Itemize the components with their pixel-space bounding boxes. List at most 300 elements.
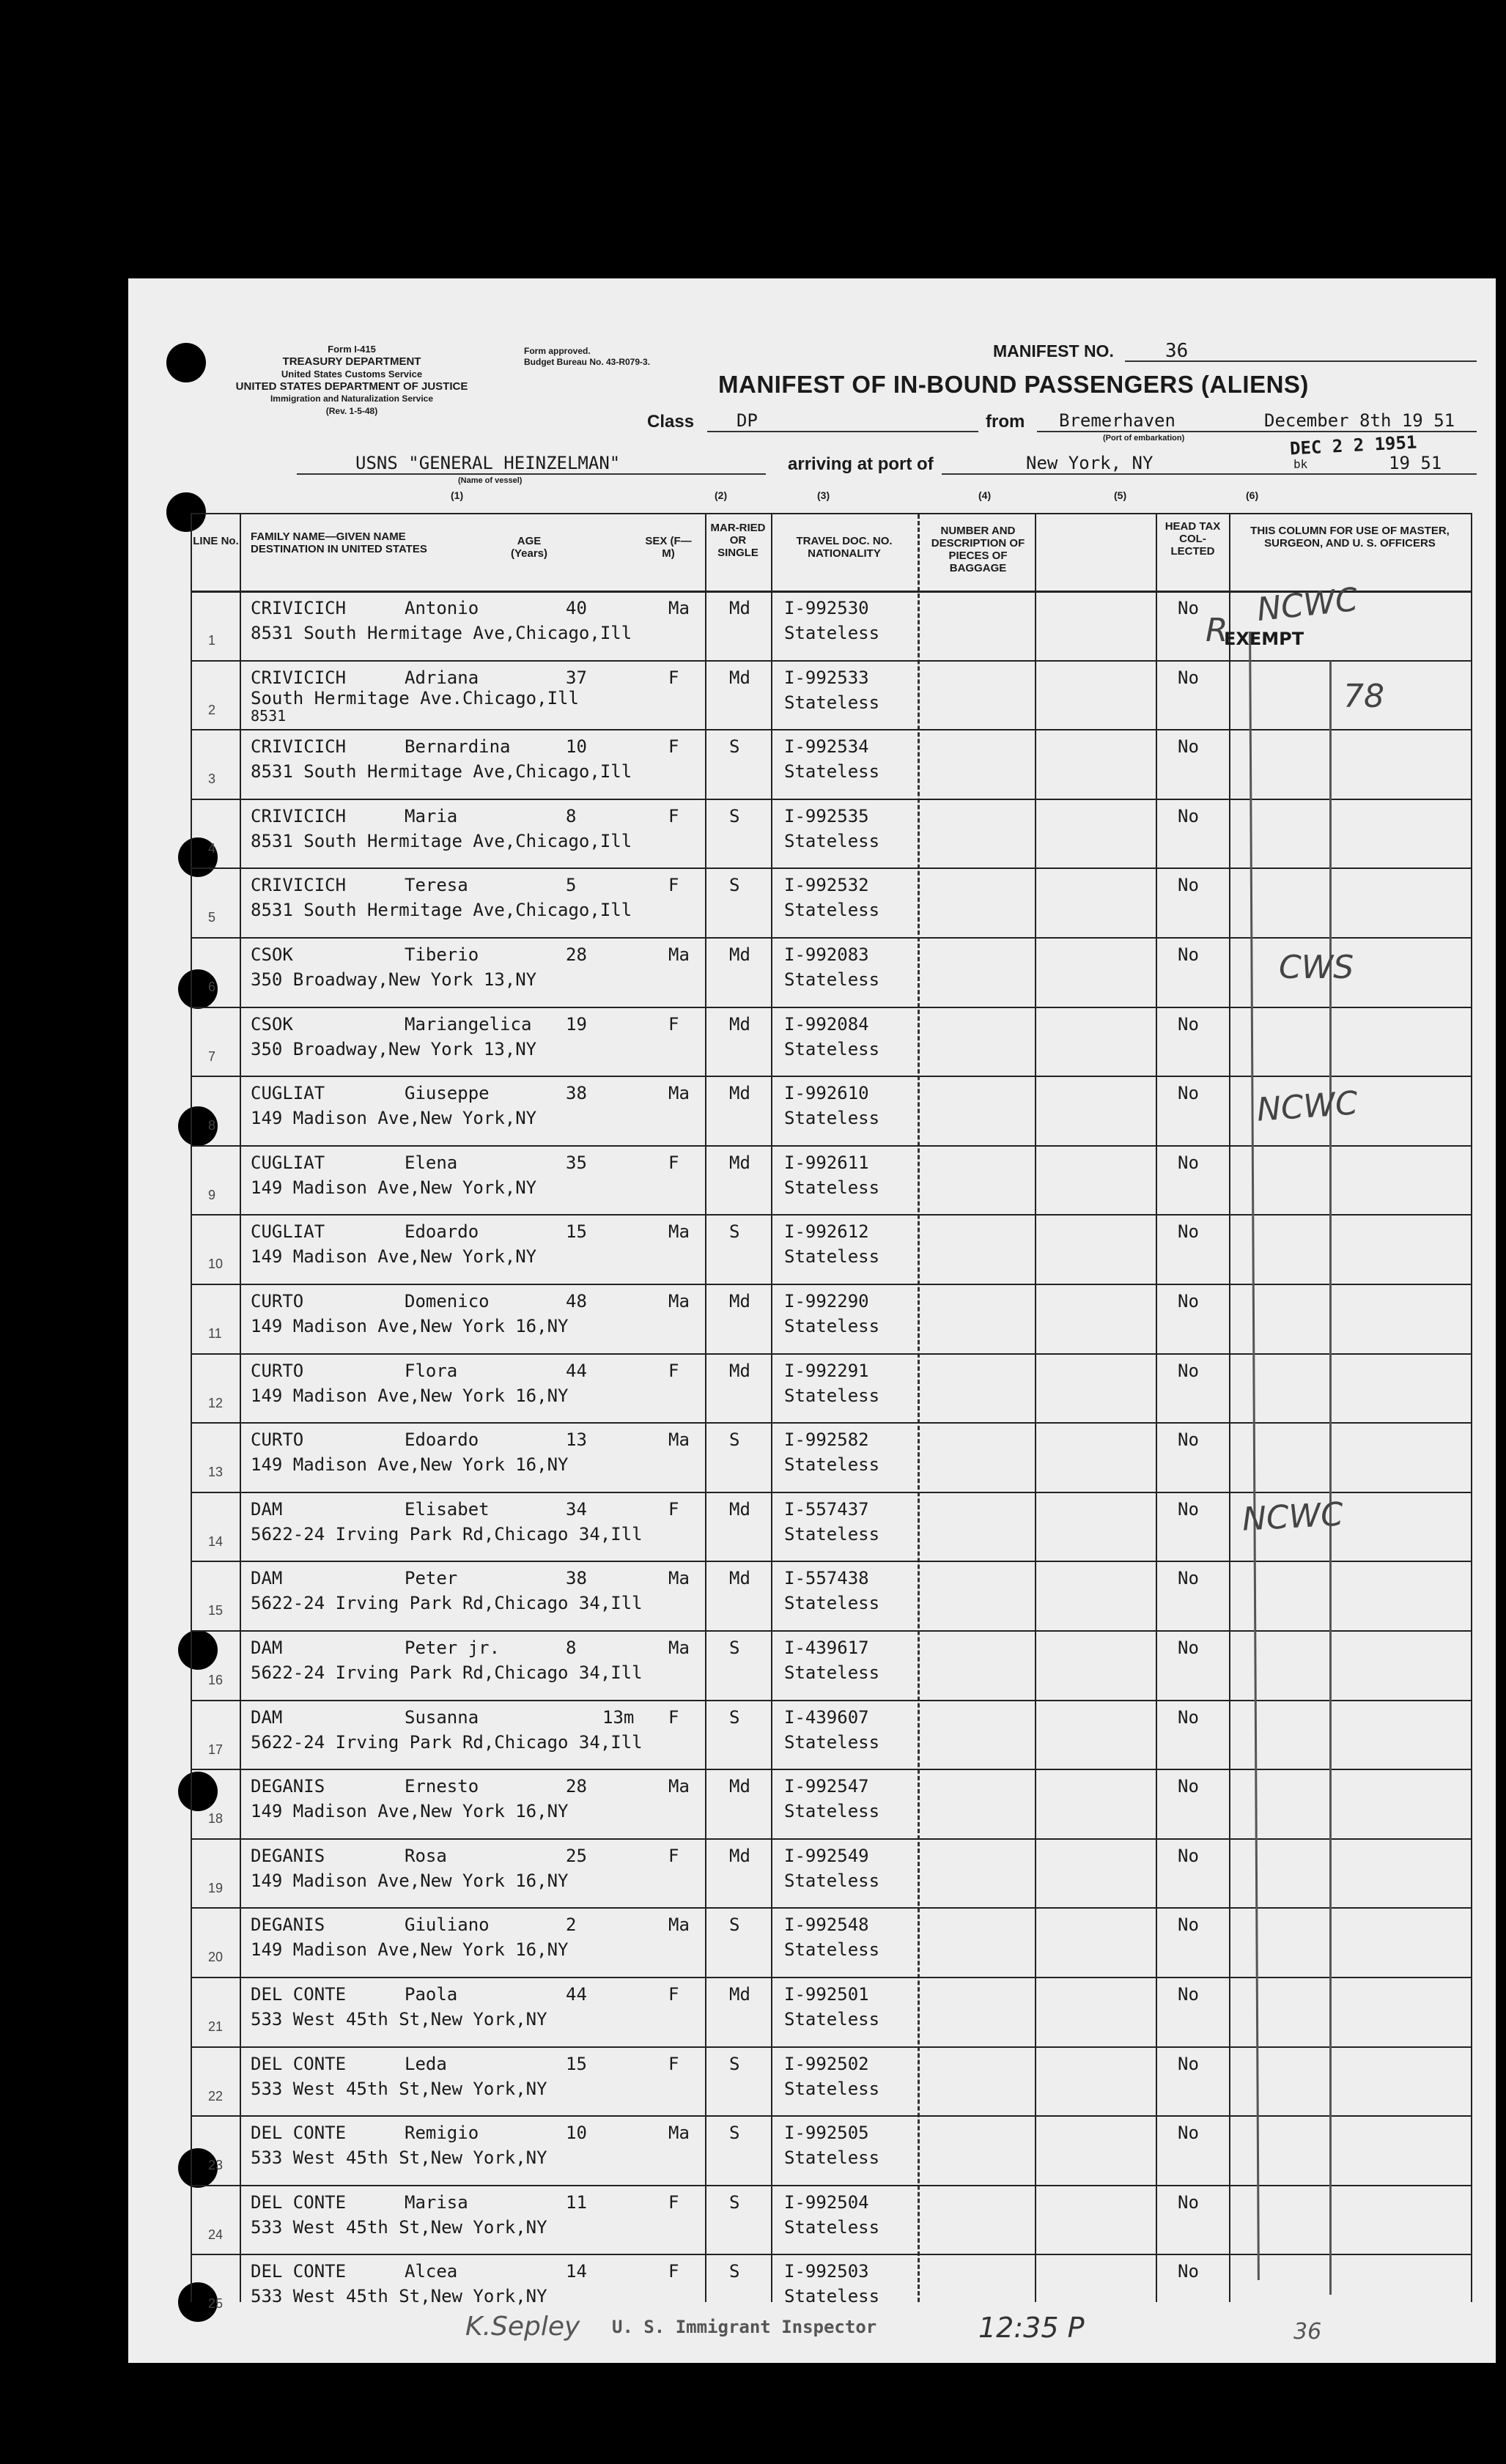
- sex: F: [668, 667, 679, 688]
- arrival-year: 19 51: [1389, 453, 1442, 473]
- table-row: [192, 1977, 1471, 2046]
- given-name: Edoardo: [405, 1429, 479, 1451]
- family-name: CSOK: [251, 1013, 293, 1035]
- nationality: Stateless: [784, 1731, 880, 1753]
- manifest-no-label: MANIFEST NO.: [993, 341, 1114, 360]
- given-name: Teresa: [405, 875, 468, 896]
- vessel-caption: (Name of vessel): [458, 476, 523, 485]
- sex: F: [668, 2261, 679, 2282]
- travel-doc-no: I-992532: [784, 875, 869, 896]
- head-tax: No: [1178, 1291, 1199, 1311]
- age: 35: [566, 1152, 587, 1173]
- annotation-ncwc: NCWC: [1255, 580, 1360, 629]
- head-tax: No: [1178, 1776, 1199, 1797]
- marital-status: S: [729, 1706, 740, 1728]
- given-name: Susanna: [405, 1706, 479, 1728]
- rule-line: [942, 473, 1477, 475]
- family-name: DEL CONTE: [251, 2123, 347, 2144]
- age: 2: [566, 1914, 577, 1936]
- sex: Ma: [668, 1083, 690, 1104]
- marital-status: Md: [729, 1291, 750, 1311]
- given-name: Leda: [405, 2053, 447, 2074]
- head-tax: No: [1178, 2261, 1199, 2282]
- head-tax: No: [1178, 1429, 1199, 1451]
- line-number: 15: [208, 1603, 224, 1618]
- marital-status: Md: [729, 1360, 750, 1381]
- family-name: CRIVICICH: [251, 667, 347, 688]
- form-agency-block: [183, 343, 520, 418]
- column-number: (5): [1114, 489, 1127, 501]
- age: 15: [566, 1221, 587, 1243]
- travel-doc-no: I-992611: [784, 1152, 869, 1173]
- family-name: DEGANIS: [251, 1914, 325, 1936]
- table-row: [192, 1838, 1471, 1908]
- given-name: Peter jr.: [405, 1638, 501, 1658]
- line-number: 4: [208, 840, 216, 856]
- destination: South Hermitage Ave.Chicago,Ill: [251, 687, 579, 709]
- family-name: DEL CONTE: [251, 2191, 347, 2213]
- vessel-name: USNS "GENERAL HEINZELMAN": [355, 453, 621, 473]
- head-tax: No: [1178, 1845, 1199, 1866]
- destination: 149 Madison Ave,New York,NY: [251, 1177, 537, 1198]
- travel-doc-no: I-557438: [784, 1568, 869, 1589]
- marital-status: S: [729, 2191, 740, 2213]
- sex: F: [668, 1984, 679, 2005]
- family-name: DEGANIS: [251, 1845, 325, 1866]
- given-name: Giuliano: [405, 1914, 490, 1936]
- nationality: Stateless: [784, 623, 880, 643]
- stamp-initials: bk: [1293, 457, 1308, 471]
- nationality: Stateless: [784, 2286, 880, 2307]
- sex: F: [668, 736, 679, 758]
- column-number: (1): [451, 489, 464, 501]
- head-tax: No: [1178, 598, 1199, 618]
- marital-status: Md: [729, 667, 750, 688]
- sex: Ma: [668, 1568, 690, 1589]
- family-name: CURTO: [251, 1429, 304, 1451]
- sex: Ma: [668, 1221, 690, 1243]
- age: 44: [566, 1360, 587, 1381]
- table-row: [192, 1630, 1471, 1700]
- nationality: Stateless: [784, 1593, 880, 1614]
- marital-status: S: [729, 1429, 740, 1451]
- nationality: Stateless: [784, 1246, 880, 1268]
- table-row: [192, 1422, 1471, 1492]
- header-sex: SEX (F—M): [645, 535, 692, 560]
- age: 10: [566, 2123, 587, 2144]
- nationality: Stateless: [784, 1523, 880, 1544]
- marital-status: Md: [729, 598, 750, 618]
- table-row: [192, 2115, 1471, 2185]
- age: 5: [566, 875, 577, 896]
- head-tax: No: [1178, 2123, 1199, 2144]
- rule-line: [707, 431, 978, 432]
- age: 48: [566, 1291, 587, 1311]
- sex: Ma: [668, 1429, 690, 1451]
- head-tax: No: [1178, 1360, 1199, 1381]
- table-row: [192, 867, 1471, 937]
- nationality: Stateless: [784, 969, 880, 990]
- given-name: Bernardina: [405, 736, 511, 758]
- marital-status: Md: [729, 1568, 750, 1589]
- sex: F: [668, 1706, 679, 1728]
- nationality: Stateless: [784, 830, 880, 851]
- marital-status: S: [729, 2261, 740, 2282]
- family-name: DAM: [251, 1568, 283, 1589]
- annotation-ncwc: NCWC: [1255, 1084, 1359, 1129]
- sex: Ma: [668, 1914, 690, 1936]
- treasury-dept: TREASURY DEPARTMENT: [282, 355, 421, 368]
- travel-doc-no: I-992291: [784, 1360, 869, 1381]
- age: 14: [566, 2261, 587, 2282]
- age: 38: [566, 1568, 587, 1589]
- sex: F: [668, 1845, 679, 1866]
- line-number: 10: [208, 1257, 224, 1272]
- head-tax: No: [1178, 1498, 1199, 1520]
- travel-doc-no: I-992534: [784, 736, 869, 758]
- destination: 533 West 45th St,New York,NY: [251, 2216, 547, 2238]
- marital-status: S: [729, 2123, 740, 2144]
- head-tax: No: [1178, 1221, 1199, 1243]
- family-name: DAM: [251, 1498, 283, 1520]
- destination: 8531 South Hermitage Ave,Chicago,Ill: [251, 830, 632, 851]
- marital-status: Md: [729, 1984, 750, 2005]
- passenger-table: [191, 513, 1472, 2312]
- travel-doc-no: I-992083: [784, 944, 869, 965]
- marital-status: S: [729, 2053, 740, 2074]
- sex: F: [668, 1498, 679, 1520]
- age: 10: [566, 736, 587, 758]
- family-name: CRIVICICH: [251, 736, 347, 758]
- given-name: Maria: [405, 805, 458, 826]
- line-number: 9: [208, 1187, 216, 1202]
- line-number: 24: [208, 2227, 224, 2242]
- given-name: Domenico: [405, 1291, 490, 1311]
- given-name: Peter: [405, 1568, 458, 1589]
- column-number: (4): [978, 489, 992, 501]
- sex: F: [668, 2191, 679, 2213]
- destination: 149 Madison Ave,New York 16,NY: [251, 1870, 569, 1891]
- form-revision: (Rev. 1-5-48): [325, 406, 378, 416]
- marital-status: Md: [729, 1013, 750, 1035]
- given-name: Adriana: [405, 667, 479, 688]
- head-tax: No: [1178, 1568, 1199, 1589]
- given-name: Giuseppe: [405, 1083, 490, 1104]
- destination: 149 Madison Ave,New York 16,NY: [251, 1316, 569, 1336]
- destination: 149 Madison Ave,New York,NY: [251, 1246, 537, 1268]
- line-number: 13: [208, 1465, 224, 1480]
- header-name-destination: FAMILY NAME—GIVEN NAME DESTINATION IN UNITED STATES: [251, 530, 427, 555]
- nationality: Stateless: [784, 2009, 880, 2030]
- destination: 149 Madison Ave,New York 16,NY: [251, 1939, 569, 1961]
- nationality: Stateless: [784, 1801, 880, 1822]
- sex: Ma: [668, 944, 690, 965]
- marital-status: Md: [729, 1845, 750, 1866]
- line-number: 16: [208, 1673, 224, 1687]
- travel-doc-no: I-557437: [784, 1498, 869, 1520]
- header-baggage: NUMBER AND DESCRIPTION OF PIECES OF BAGGAGE: [931, 525, 1025, 574]
- line-number: 18: [208, 1811, 224, 1827]
- table-row: [192, 1561, 1471, 1630]
- travel-doc-no: I-992290: [784, 1291, 869, 1311]
- nationality: Stateless: [784, 692, 880, 713]
- family-name: CUGLIAT: [251, 1221, 325, 1243]
- annotation-cws: CWS: [1279, 949, 1354, 986]
- nationality: Stateless: [784, 1038, 880, 1059]
- travel-doc-no: I-992503: [784, 2261, 869, 2282]
- header-travel-doc: TRAVEL DOC. NO. NATIONALITY: [796, 535, 893, 560]
- table-row: [192, 799, 1471, 868]
- family-name: CRIVICICH: [251, 598, 347, 618]
- head-tax: No: [1178, 1706, 1199, 1728]
- nationality: Stateless: [784, 2216, 880, 2238]
- marital-status: Md: [729, 1498, 750, 1520]
- table-row: [192, 1353, 1471, 1423]
- age: 8: [566, 1638, 577, 1658]
- age: 38: [566, 1083, 587, 1104]
- line-number: 17: [208, 1742, 224, 1757]
- line-number: 5: [208, 910, 216, 925]
- age: 44: [566, 1984, 587, 2005]
- marital-status: Md: [729, 1083, 750, 1104]
- table-row: [192, 729, 1471, 799]
- head-tax: No: [1178, 875, 1199, 896]
- header-age: AGE (Years): [510, 535, 548, 560]
- sex: Ma: [668, 1291, 690, 1311]
- table-row: [192, 2046, 1471, 2116]
- line-number: 8: [208, 1118, 216, 1133]
- marital-status: S: [729, 1221, 740, 1243]
- line-number: 25: [208, 2296, 224, 2312]
- ins-service: Immigration and Naturalization Service: [270, 393, 434, 404]
- nationality: Stateless: [784, 1108, 880, 1129]
- travel-doc-no: I-992502: [784, 2053, 869, 2074]
- table-row: [192, 1007, 1471, 1076]
- marital-status: S: [729, 805, 740, 826]
- travel-doc-no: I-992533: [784, 667, 869, 688]
- marital-status: S: [729, 875, 740, 896]
- age: 37: [566, 667, 587, 688]
- age: 13m: [602, 1706, 635, 1728]
- destination: 5622-24 Irving Park Rd,Chicago 34,Ill: [251, 1731, 643, 1753]
- destination: 5622-24 Irving Park Rd,Chicago 34,Ill: [251, 1523, 643, 1544]
- table-row: [192, 660, 1471, 730]
- destination: 8531 South Hermitage Ave,Chicago,Ill: [251, 761, 632, 783]
- annotation-number: 78: [1343, 678, 1384, 715]
- travel-doc-no: I-992505: [784, 2123, 869, 2144]
- marital-status: S: [729, 1638, 740, 1658]
- given-name: Edoardo: [405, 1221, 479, 1243]
- head-tax: No: [1178, 944, 1199, 965]
- destination: 149 Madison Ave,New York 16,NY: [251, 1454, 569, 1476]
- sex: Ma: [668, 598, 690, 618]
- destination: 149 Madison Ave,New York 16,NY: [251, 1801, 569, 1822]
- line-number: 19: [208, 1880, 224, 1895]
- travel-doc-no: I-992530: [784, 598, 869, 618]
- sex: Ma: [668, 1638, 690, 1658]
- form-approval: Form approved. Budget Bureau No. 43-R079-3.: [524, 346, 651, 367]
- header-married: MAR-RIED OR SINGLE: [710, 522, 766, 559]
- travel-doc-no: I-992610: [784, 1083, 869, 1104]
- given-name: Elena: [405, 1152, 458, 1173]
- nationality: Stateless: [784, 1316, 880, 1336]
- family-name: DAM: [251, 1706, 283, 1728]
- table-row: [192, 2185, 1471, 2254]
- destination: 350 Broadway,New York 13,NY: [251, 969, 537, 990]
- nationality: Stateless: [784, 2147, 880, 2169]
- head-tax: No: [1178, 667, 1199, 688]
- column-number: (3): [817, 489, 830, 501]
- marital-status: S: [729, 736, 740, 758]
- head-tax: No: [1178, 1083, 1199, 1104]
- travel-doc-no: I-992504: [784, 2191, 869, 2213]
- line-number: 14: [208, 1533, 224, 1549]
- sex: F: [668, 1152, 679, 1173]
- line-number: 11: [208, 1326, 222, 1341]
- line-number: 21: [208, 2019, 224, 2034]
- travel-doc-no: I-992582: [784, 1429, 869, 1451]
- destination: 149 Madison Ave,New York 16,NY: [251, 1385, 569, 1406]
- class-value: DP: [737, 410, 758, 431]
- destination: 149 Madison Ave,New York,NY: [251, 1108, 537, 1129]
- family-name: CUGLIAT: [251, 1083, 325, 1104]
- head-tax: No: [1178, 2191, 1199, 2213]
- family-name: DEGANIS: [251, 1776, 325, 1797]
- nationality: Stateless: [784, 1177, 880, 1198]
- family-name: DAM: [251, 1638, 283, 1658]
- sex: Ma: [668, 2123, 690, 2144]
- line-number: 1: [208, 633, 216, 648]
- travel-doc-no: I-992612: [784, 1221, 869, 1243]
- destination: 350 Broadway,New York 13,NY: [251, 1038, 537, 1059]
- head-tax: No: [1178, 1984, 1199, 2005]
- age: 8: [566, 805, 577, 826]
- head-tax: No: [1178, 1914, 1199, 1936]
- class-label: Class: [647, 412, 695, 432]
- head-tax: No: [1178, 2053, 1199, 2074]
- date-stamp: DEC 2 2 1951: [1289, 432, 1418, 459]
- destination: 5622-24 Irving Park Rd,Chicago 34,Ill: [251, 1593, 643, 1614]
- sex: F: [668, 1013, 679, 1035]
- age: 40: [566, 598, 587, 618]
- line-number: 12: [208, 1395, 224, 1410]
- header-officers: THIS COLUMN FOR USE OF MASTER, SURGEON, AND U. S. OFFICERS: [1250, 525, 1450, 550]
- sex: F: [668, 875, 679, 896]
- given-name: Alcea: [405, 2261, 458, 2282]
- column-number: (2): [715, 489, 728, 501]
- line-number: 3: [208, 772, 216, 787]
- arrival-time: 12:35 P: [978, 2312, 1085, 2344]
- family-name: CRIVICICH: [251, 875, 347, 896]
- given-name: Paola: [405, 1984, 458, 2005]
- table-row: [192, 2254, 1471, 2323]
- travel-doc-no: I-992084: [784, 1013, 869, 1035]
- form-number: Form I-415: [328, 344, 376, 355]
- annotation-r: R: [1206, 612, 1228, 649]
- travel-doc-no: I-439617: [784, 1638, 869, 1658]
- given-name: Antonio: [405, 598, 479, 618]
- family-name: CUGLIAT: [251, 1152, 325, 1173]
- destination: 8531 South Hermitage Ave,Chicago,Ill: [251, 900, 632, 921]
- age: 15: [566, 2053, 587, 2074]
- nationality: Stateless: [784, 1939, 880, 1961]
- family-name: CURTO: [251, 1291, 304, 1311]
- arrival-port: New York, NY: [1026, 453, 1154, 473]
- from-label: from: [986, 412, 1025, 432]
- port-of-embarkation: Bremerhaven: [1059, 410, 1175, 431]
- age: 13: [566, 1429, 587, 1451]
- nationality: Stateless: [784, 1870, 880, 1891]
- handwritten-check-line: [1329, 661, 1332, 2295]
- age: 11: [566, 2191, 587, 2213]
- destination: 533 West 45th St,New York,NY: [251, 2078, 547, 2099]
- age: 28: [566, 944, 587, 965]
- age: 34: [566, 1498, 587, 1520]
- port-caption: (Port of embarkation): [1103, 434, 1185, 443]
- given-name: Tiberio: [405, 944, 479, 965]
- given-name: Flora: [405, 1360, 458, 1381]
- line-number: 6: [208, 980, 216, 994]
- marital-status: Md: [729, 1776, 750, 1797]
- family-name: CRIVICICH: [251, 805, 347, 826]
- table-row: [192, 1907, 1471, 1977]
- table-row: [192, 1284, 1471, 1353]
- sex: Ma: [668, 1776, 690, 1797]
- arriving-label: arriving at port of: [788, 454, 934, 474]
- head-tax: No: [1178, 1152, 1199, 1173]
- rule-line: [297, 473, 766, 475]
- travel-doc-no: I-992549: [784, 1845, 869, 1866]
- family-name: CURTO: [251, 1360, 304, 1381]
- inspector-title: U. S. Immigrant Inspector: [612, 2317, 877, 2337]
- line-number: 22: [208, 2088, 224, 2104]
- destination-number: 8531: [251, 706, 287, 725]
- sex: F: [668, 2053, 679, 2074]
- line-number: 20: [208, 1950, 224, 1965]
- age: 28: [566, 1776, 587, 1797]
- table-row: [192, 1214, 1471, 1284]
- header-line-no: LINE No.: [193, 535, 239, 547]
- marital-status: S: [729, 1914, 740, 1936]
- nationality: Stateless: [784, 761, 880, 783]
- destination: 5622-24 Irving Park Rd,Chicago 34,Ill: [251, 1662, 643, 1683]
- justice-dept: UNITED STATES DEPARTMENT OF JUSTICE: [235, 380, 468, 393]
- given-name: Ernesto: [405, 1776, 479, 1797]
- nationality: Stateless: [784, 900, 880, 921]
- document-title: MANIFEST OF IN-BOUND PASSENGERS (ALIENS): [718, 371, 1309, 398]
- marital-status: Md: [729, 1152, 750, 1173]
- departure-date: December 8th 19 51: [1264, 410, 1455, 431]
- manifest-sheet: [128, 278, 1496, 2363]
- destination: 533 West 45th St,New York,NY: [251, 2286, 547, 2307]
- family-name: CSOK: [251, 944, 293, 965]
- nationality: Stateless: [784, 1662, 880, 1683]
- given-name: Rosa: [405, 1845, 447, 1866]
- nationality: Stateless: [784, 1385, 880, 1406]
- line-number: 23: [208, 2158, 224, 2173]
- given-name: Marisa: [405, 2191, 468, 2213]
- table-row: [192, 1769, 1471, 1838]
- travel-doc-no: I-992535: [784, 805, 869, 826]
- head-tax: No: [1178, 805, 1199, 826]
- manifest-no-value: 36: [1165, 340, 1189, 362]
- table-row: [192, 1700, 1471, 1769]
- given-name: Mariangelica: [405, 1013, 532, 1035]
- travel-doc-no: I-992547: [784, 1776, 869, 1797]
- line-number: 7: [208, 1048, 216, 1064]
- age: 25: [566, 1845, 587, 1866]
- nationality: Stateless: [784, 2078, 880, 2099]
